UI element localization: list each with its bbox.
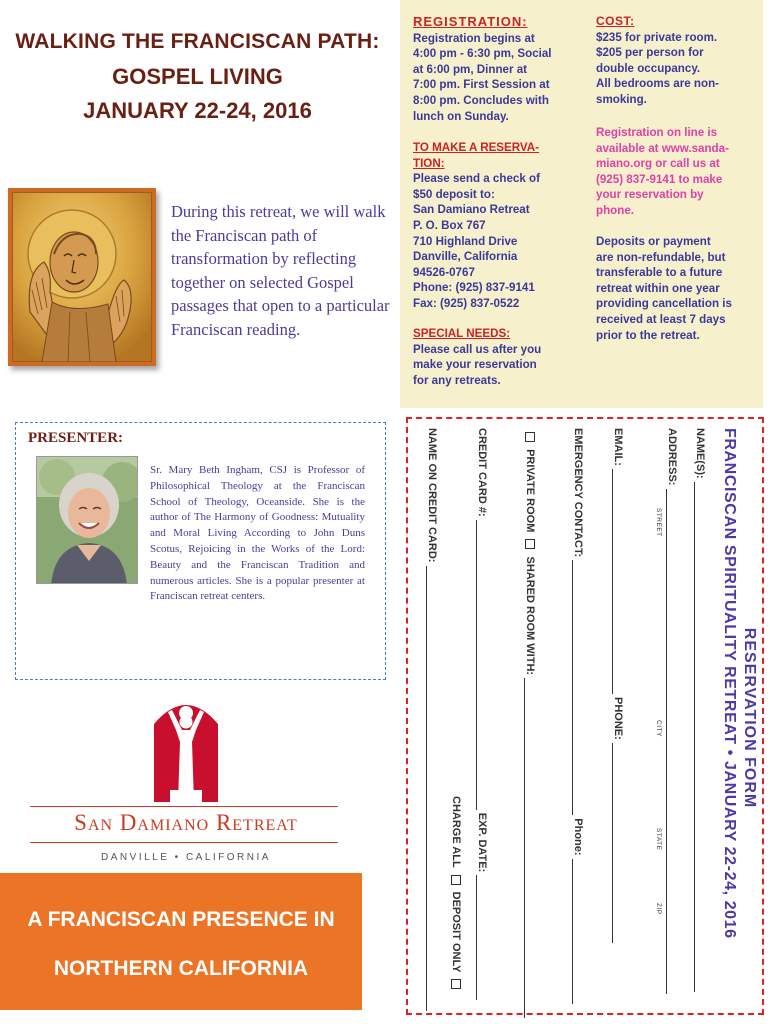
online-registration-section	[596, 125, 761, 219]
shared-room-checkbox[interactable]	[525, 539, 535, 549]
retreat-title: WALKING THE FRANCISCAN PATH:	[15, 30, 380, 53]
phone-field[interactable]	[612, 743, 623, 943]
saint-francis-icon	[8, 188, 156, 366]
presenter-bio: Sr. Mary Beth Ingham, CSJ is Professor of Philosophical Theology at the Franciscan School of Theology, Oceanside. She is the author of The Harmony of Goodness: Mutuality and Moral Living According to John Duns Scotus, Rejoicing in the Works of the Lord: Beauty and the Franciscan Tradition and numerous articles. She is a popular presenter at Franciscan retreat centers.	[150, 464, 365, 603]
reservation-heading-2: TION:	[413, 156, 445, 170]
reservation-line: Fax: (925) 837-0522	[413, 296, 520, 310]
banner-line-1: A FRANCISCAN PRESENCE IN	[27, 908, 335, 931]
exp-label: EXP. DATE:	[476, 812, 488, 873]
names-field[interactable]	[694, 482, 705, 992]
street-caption: STREET	[655, 508, 662, 537]
reservation-heading-1: TO MAKE A RESERVA-	[413, 141, 540, 154]
special-needs-heading: SPECIAL NEEDS:	[413, 327, 511, 340]
deposit-line: received at least 7 days	[596, 312, 726, 326]
emergency-label: EMERGENCY CONTACT:	[572, 428, 584, 558]
private-room-checkbox[interactable]	[525, 432, 535, 442]
deposit-line: Deposits or payment	[596, 235, 711, 248]
email-row	[612, 428, 624, 943]
special-needs-line: make your reservation	[413, 358, 537, 372]
form-subtitle: FRANCISCAN SPIRITUALITY RETREAT • JANUARY 22-24, 2016	[721, 428, 738, 939]
logo-rule-bottom	[30, 842, 338, 843]
reservation-form	[418, 428, 758, 1008]
registration-line: at 6:00 pm, Dinner at	[413, 62, 528, 76]
registration-line: lunch on Sunday.	[413, 109, 509, 123]
logo-locale: DANVILLE • CALIFORNIA	[101, 852, 271, 863]
card-name-label: NAME ON CREDIT CARD:	[426, 428, 438, 563]
registration-line: 4:00 pm - 6:30 pm, Social	[413, 47, 552, 61]
deposit-line: are non-refundable, but	[596, 250, 726, 264]
deposit-line: transferable to a future	[596, 266, 723, 280]
deposit-line: retreat within one year	[596, 281, 720, 295]
reservation-line: Danville, California	[413, 250, 518, 264]
emergency-phone-field[interactable]	[572, 859, 583, 1004]
online-line: available at www.sanda-	[596, 141, 729, 155]
address-row	[666, 428, 678, 994]
deposit-line: prior to the retreat.	[596, 328, 700, 342]
address-field[interactable]	[666, 489, 677, 994]
logo-rule-top	[30, 806, 338, 807]
cost-line: double occupancy.	[596, 61, 701, 75]
address-label: ADDRESS:	[666, 428, 678, 486]
reservation-line: P. O. Box 767	[413, 218, 486, 232]
presence-banner	[0, 873, 362, 1010]
card-row	[476, 428, 488, 1000]
names-label: NAME(S):	[694, 428, 706, 479]
phone-label: PHONE:	[612, 697, 624, 740]
online-line: Registration on line is	[596, 126, 718, 139]
card-label: CREDIT CARD #:	[476, 428, 488, 517]
deposit-only-label: DEPOSIT ONLY	[450, 891, 462, 973]
registration-section	[413, 14, 593, 124]
reservation-line: Please send a check of	[413, 172, 540, 186]
san-damiano-logo	[30, 690, 342, 870]
reservation-line: 710 Highland Drive	[413, 234, 518, 248]
retreat-dates: JANUARY 22-24, 2016	[83, 98, 312, 123]
emergency-row	[572, 428, 584, 1004]
deposit-policy-section	[596, 234, 761, 343]
special-needs-section	[413, 326, 593, 388]
registration-line: 8:00 pm. Concludes with	[413, 93, 549, 107]
zip-caption: ZIP	[655, 903, 662, 915]
cost-line: All bedrooms are non-	[596, 77, 720, 91]
retreat-subtitle: GOSPEL LIVING	[112, 64, 283, 89]
charge-all-checkbox[interactable]	[451, 875, 461, 885]
presenter-photo	[36, 456, 138, 584]
cost-section	[596, 14, 761, 108]
reservation-line: Phone: (925) 837-9141	[413, 281, 535, 295]
form-title: RESERVATION FORM	[741, 627, 758, 809]
retreat-description: During this retreat, we will walk the Franciscan path of transformation by reflecting together on selected Gospel passages that open to a particular Franciscan reading.	[171, 202, 390, 339]
deposit-line: providing cancellation is	[596, 297, 732, 311]
logo-brand-name: San Damiano Retreat	[74, 810, 298, 835]
state-caption: STATE	[655, 828, 662, 851]
shared-room-label: SHARED ROOM WITH:	[524, 556, 536, 676]
card-name-field[interactable]	[426, 566, 437, 1011]
emergency-phone-label: Phone:	[572, 818, 584, 856]
cost-line: $205 per person for	[596, 46, 704, 60]
cost-line: $235 for private room.	[596, 30, 718, 44]
online-line: your reservation by	[596, 188, 704, 202]
registration-heading: REGISTRATION:	[413, 14, 528, 29]
registration-line: 7:00 pm. First Session at	[413, 78, 550, 92]
special-needs-line: Please call us after you	[413, 342, 542, 356]
emergency-field[interactable]	[572, 560, 583, 815]
reservation-line: San Damiano Retreat	[413, 203, 530, 217]
online-line: (925) 837-9141 to make	[596, 172, 723, 186]
names-row	[694, 428, 706, 992]
reservation-line: $50 deposit to:	[413, 187, 495, 201]
card-number-field[interactable]	[476, 520, 487, 810]
registration-line: Registration begins at	[413, 31, 535, 45]
room-row	[524, 428, 536, 1018]
private-room-label: PRIVATE ROOM	[524, 449, 536, 533]
exp-date-field[interactable]	[476, 875, 487, 1000]
cost-heading: COST:	[596, 14, 635, 28]
deposit-only-checkbox[interactable]	[451, 979, 461, 989]
online-line: miano.org or call us at	[596, 157, 720, 171]
special-needs-line: for any retreats.	[413, 373, 501, 387]
city-caption: CITY	[655, 720, 662, 737]
email-field[interactable]	[612, 469, 623, 694]
shared-room-field[interactable]	[524, 678, 535, 1018]
banner-line-2: NORTHERN CALIFORNIA	[53, 957, 309, 980]
email-label: EMAIL:	[612, 428, 624, 466]
presenter-heading: PRESENTER:	[28, 430, 124, 446]
charge-row	[450, 796, 462, 993]
reservation-instructions	[413, 140, 593, 312]
charge-all-label: CHARGE ALL	[450, 796, 462, 868]
cost-line: smoking.	[596, 92, 647, 106]
card-name-row	[426, 428, 438, 1011]
online-line: phone.	[596, 203, 634, 217]
reservation-line: 94526-0767	[413, 265, 475, 279]
